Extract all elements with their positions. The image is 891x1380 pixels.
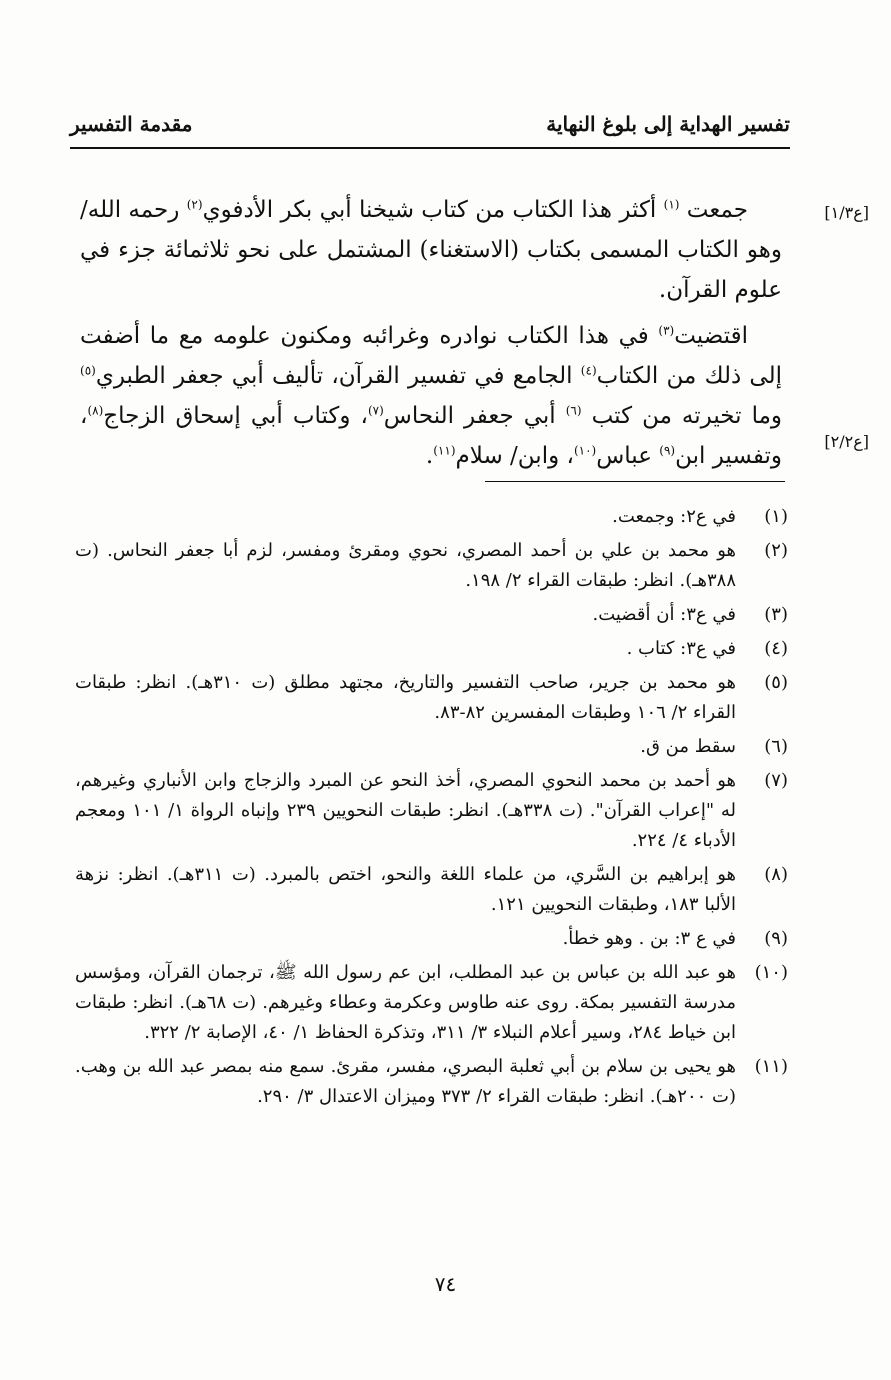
footnote-number: (١٠) bbox=[754, 962, 788, 983]
footnote-number: (١) bbox=[764, 506, 788, 527]
footnote-ref[interactable]: (٦) bbox=[565, 403, 582, 418]
footnote-text: هو إبراهيم بن السَّري، من علماء اللغة والنحو، اختص بالمبرد. (ت ٣١١هـ). انظر: نزهة الألبا ١٨٣، وطبقات النحويين ١٢١. bbox=[75, 864, 736, 915]
footnote-text: سقط من ق. bbox=[640, 736, 736, 757]
text-run: . bbox=[425, 443, 434, 469]
footnote-text: هو محمد بن علي بن أحمد المصري، نحوي ومقرئ ومفسر، لزم أبا جعفر النحاس. (ت ٣٨٨هـ). انظر: طبقات القراء ٢/ ١٩٨. bbox=[75, 540, 736, 591]
footnote-text: في ع٣: أن أقضيت. bbox=[592, 604, 736, 625]
text-run: ، وابن/ سلام bbox=[455, 443, 574, 469]
footnote-ref[interactable]: (٨) bbox=[87, 403, 104, 418]
text-run: أكثر هذا الكتاب من كتاب شيخنا أبي بكر الأدفوي bbox=[202, 197, 664, 223]
margin-note-2: [ع٢/٢] bbox=[824, 432, 869, 451]
page-number: ٧٤ bbox=[434, 1272, 457, 1296]
footnote bbox=[75, 502, 788, 532]
footnote-number: (٩) bbox=[764, 928, 788, 949]
footnote-text: في ع٣: كتاب . bbox=[626, 638, 736, 659]
footnote-number: (٤) bbox=[764, 638, 788, 659]
text-run: الجامع في تفسير القرآن، تأليف أبي جعفر الطبري bbox=[95, 363, 581, 389]
footnote-ref[interactable]: (١٠) bbox=[573, 443, 597, 458]
footnote-text: هو أحمد بن محمد النحوي المصري، أخذ النحو عن المبرد والزجاج وابن الأنباري وغيرهم، له "إعراب القرآن". (ت ٣٣٨هـ). انظر: طبقات النحويين ٢٣٩ وإنباه الرواة ١/ ١٠١ ومعجم الأدباء ٤/ ٢٢٤. bbox=[75, 770, 736, 851]
footnote-ref[interactable]: (٥) bbox=[80, 363, 96, 378]
text-run: رحمه الله/ وهو الكتاب المسمى بكتاب (الاستغناء) المشتمل على نحو ثلاثمائة جزء في علوم القرآن. bbox=[80, 197, 782, 303]
text-run: في هذا الكتاب نوادره وغرائبه ومكنون علومه مع ما أضفت إلى ذلك من الكتاب bbox=[80, 323, 782, 389]
book-title: تفسير الهداية إلى بلوغ النهاية bbox=[546, 112, 790, 136]
text-run: اقتضيت bbox=[674, 323, 748, 349]
footnote-text: في ع٢: وجمعت. bbox=[612, 506, 736, 527]
footnote bbox=[75, 600, 788, 630]
footnote-ref[interactable]: (٧) bbox=[367, 403, 384, 418]
footnote-ref[interactable]: (١) bbox=[663, 197, 680, 212]
text-run: ، وتفسير ابن bbox=[80, 403, 782, 469]
main-text bbox=[80, 190, 782, 476]
footnote bbox=[75, 924, 788, 954]
text-run: عباس bbox=[596, 443, 660, 469]
text-run: ، وكتاب أبي إسحاق الزجاج bbox=[103, 403, 368, 429]
footnote-number: (٥) bbox=[764, 672, 788, 693]
footnote bbox=[75, 958, 788, 1048]
footnote bbox=[75, 536, 788, 596]
footnote bbox=[75, 766, 788, 856]
footnote bbox=[75, 732, 788, 762]
running-header bbox=[70, 112, 790, 146]
section-title: مقدمة التفسير bbox=[70, 112, 193, 136]
margin-note-1: [ع١/٣] bbox=[824, 203, 869, 222]
footnote bbox=[75, 668, 788, 728]
footnote-separator bbox=[485, 481, 785, 482]
footnote-text: هو محمد بن جرير، صاحب التفسير والتاريخ، مجتهد مطلق (ت ٣١٠هـ). انظر: طبقات القراء ٢/ ١٠٦ وطبقات المفسرين ٨٢-٨٣. bbox=[75, 672, 736, 723]
header-rule bbox=[70, 147, 790, 149]
paragraph-1 bbox=[80, 190, 782, 310]
footnote-number: (١١) bbox=[754, 1056, 788, 1077]
footnote-number: (٢) bbox=[764, 540, 788, 561]
footnote-ref[interactable]: (١١) bbox=[433, 443, 456, 458]
footnote-ref[interactable]: (٢) bbox=[186, 197, 203, 212]
footnote-ref[interactable]: (٩) bbox=[659, 443, 676, 458]
footnotes bbox=[75, 502, 788, 1116]
footnote-number: (٣) bbox=[764, 604, 788, 625]
paragraph-2 bbox=[80, 316, 782, 476]
footnote bbox=[75, 1052, 788, 1112]
footnote bbox=[75, 860, 788, 920]
text-run: جمعت bbox=[679, 197, 749, 223]
footnote-number: (٧) bbox=[764, 770, 788, 791]
footnote-number: (٦) bbox=[764, 736, 788, 757]
footnote bbox=[75, 634, 788, 664]
text-run: أبي جعفر النحاس bbox=[383, 403, 566, 429]
footnote-ref[interactable]: (٤) bbox=[580, 363, 597, 378]
footnote-text: هو يحيى بن سلام بن أبي ثعلبة البصري، مفسر، مقرئ. سمع منه بمصر عبد الله بن وهب. (ت ٢٠٠هـ). انظر: طبقات القراء ٢/ ٣٧٣ وميزان الاعتدال ٣/ ٢٩٠. bbox=[75, 1056, 736, 1107]
footnote-number: (٨) bbox=[764, 864, 788, 885]
footnote-ref[interactable]: (٣) bbox=[658, 323, 675, 338]
footnote-text: في ع ٣: بن . وهو خطأ. bbox=[562, 928, 736, 949]
footnote-text: هو عبد الله بن عباس بن عبد المطلب، ابن عم رسول الله ﷺ، ترجمان القرآن، ومؤسس مدرسة التفسير بمكة. روى عنه طاوس وعكرمة وعطاء وغيرهم. (ت ٦٨هـ). انظر: طبقات ابن خياط ٢٨٤، وسير أعلام النبلاء ٣/ ٣١١، وتذكرة الحفاظ ١/ ٤٠، الإصابة ٢/ ٣٢٢. bbox=[75, 962, 736, 1043]
text-run: وما تخيرته من كتب bbox=[581, 403, 782, 429]
